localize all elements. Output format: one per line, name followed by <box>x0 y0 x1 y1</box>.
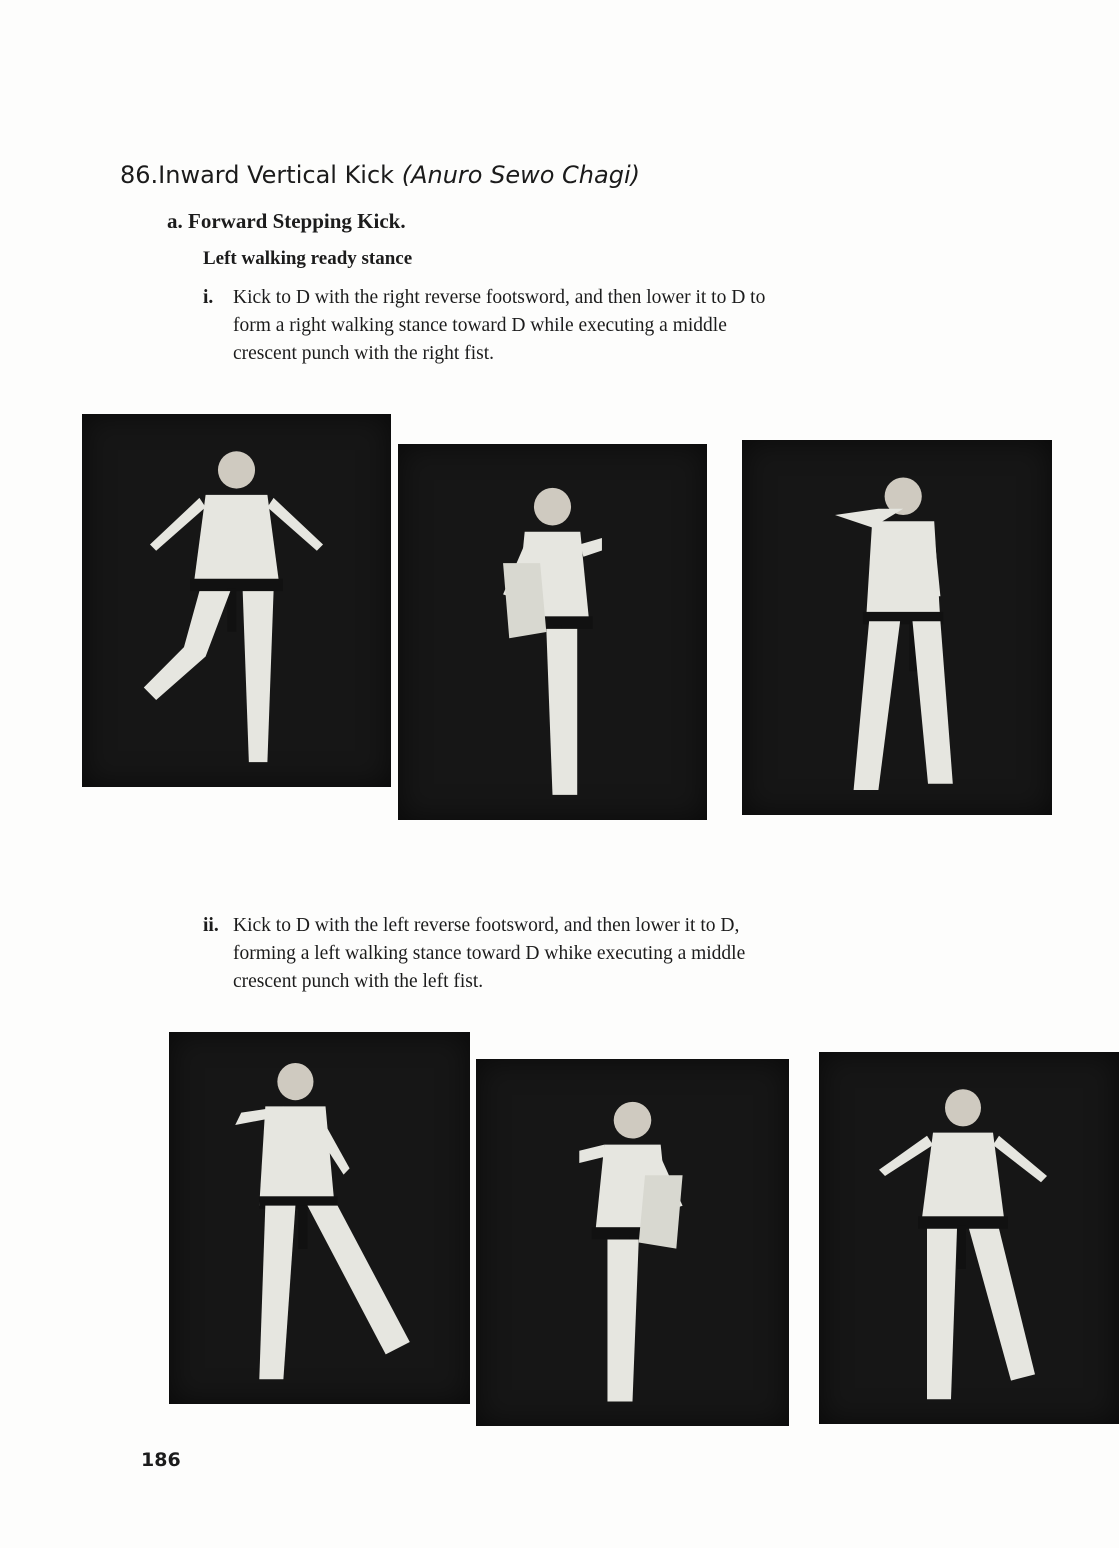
figure-raised-knee <box>819 1052 1119 1424</box>
figure-raised-knee <box>82 414 391 787</box>
section-number: 86. <box>120 161 159 189</box>
photo-1 <box>82 414 391 787</box>
figure-chambered-kick <box>476 1059 789 1426</box>
figure-walking-stance-punch <box>742 440 1052 815</box>
page-number: 186 <box>141 1449 181 1471</box>
step-line: crescent punch with the left fist. <box>233 971 484 992</box>
section-title: Inward Vertical Kick <box>158 161 395 189</box>
photo-3 <box>742 440 1052 815</box>
step-line: Kick to D with the right reverse footsword, and then lower it to D to <box>233 287 766 308</box>
step-line: form a right walking stance toward D while executing a middle <box>233 315 727 336</box>
figure-chambered-kick <box>398 444 707 820</box>
step-marker: i. <box>203 287 214 308</box>
photo-4 <box>169 1032 470 1404</box>
figure-walking-stance-punch <box>169 1032 470 1404</box>
section-heading <box>120 161 640 189</box>
step-line: Kick to D with the left reverse footsword, and then lower it to D, <box>233 915 740 936</box>
photo-6 <box>819 1052 1119 1424</box>
starting-stance: Left walking ready stance <box>203 248 413 269</box>
step-line: forming a left walking stance toward D whike executing a middle <box>233 943 746 964</box>
photo-5 <box>476 1059 789 1426</box>
step-ii <box>203 912 938 996</box>
subsection-heading: a. Forward Stepping Kick. <box>167 209 406 233</box>
section-korean-title: (Anuro Sewo Chagi) <box>401 161 640 189</box>
step-line: crescent punch with the right fist. <box>233 343 495 364</box>
step-i <box>203 284 938 368</box>
step-marker: ii. <box>203 915 219 936</box>
photo-2 <box>398 444 707 820</box>
